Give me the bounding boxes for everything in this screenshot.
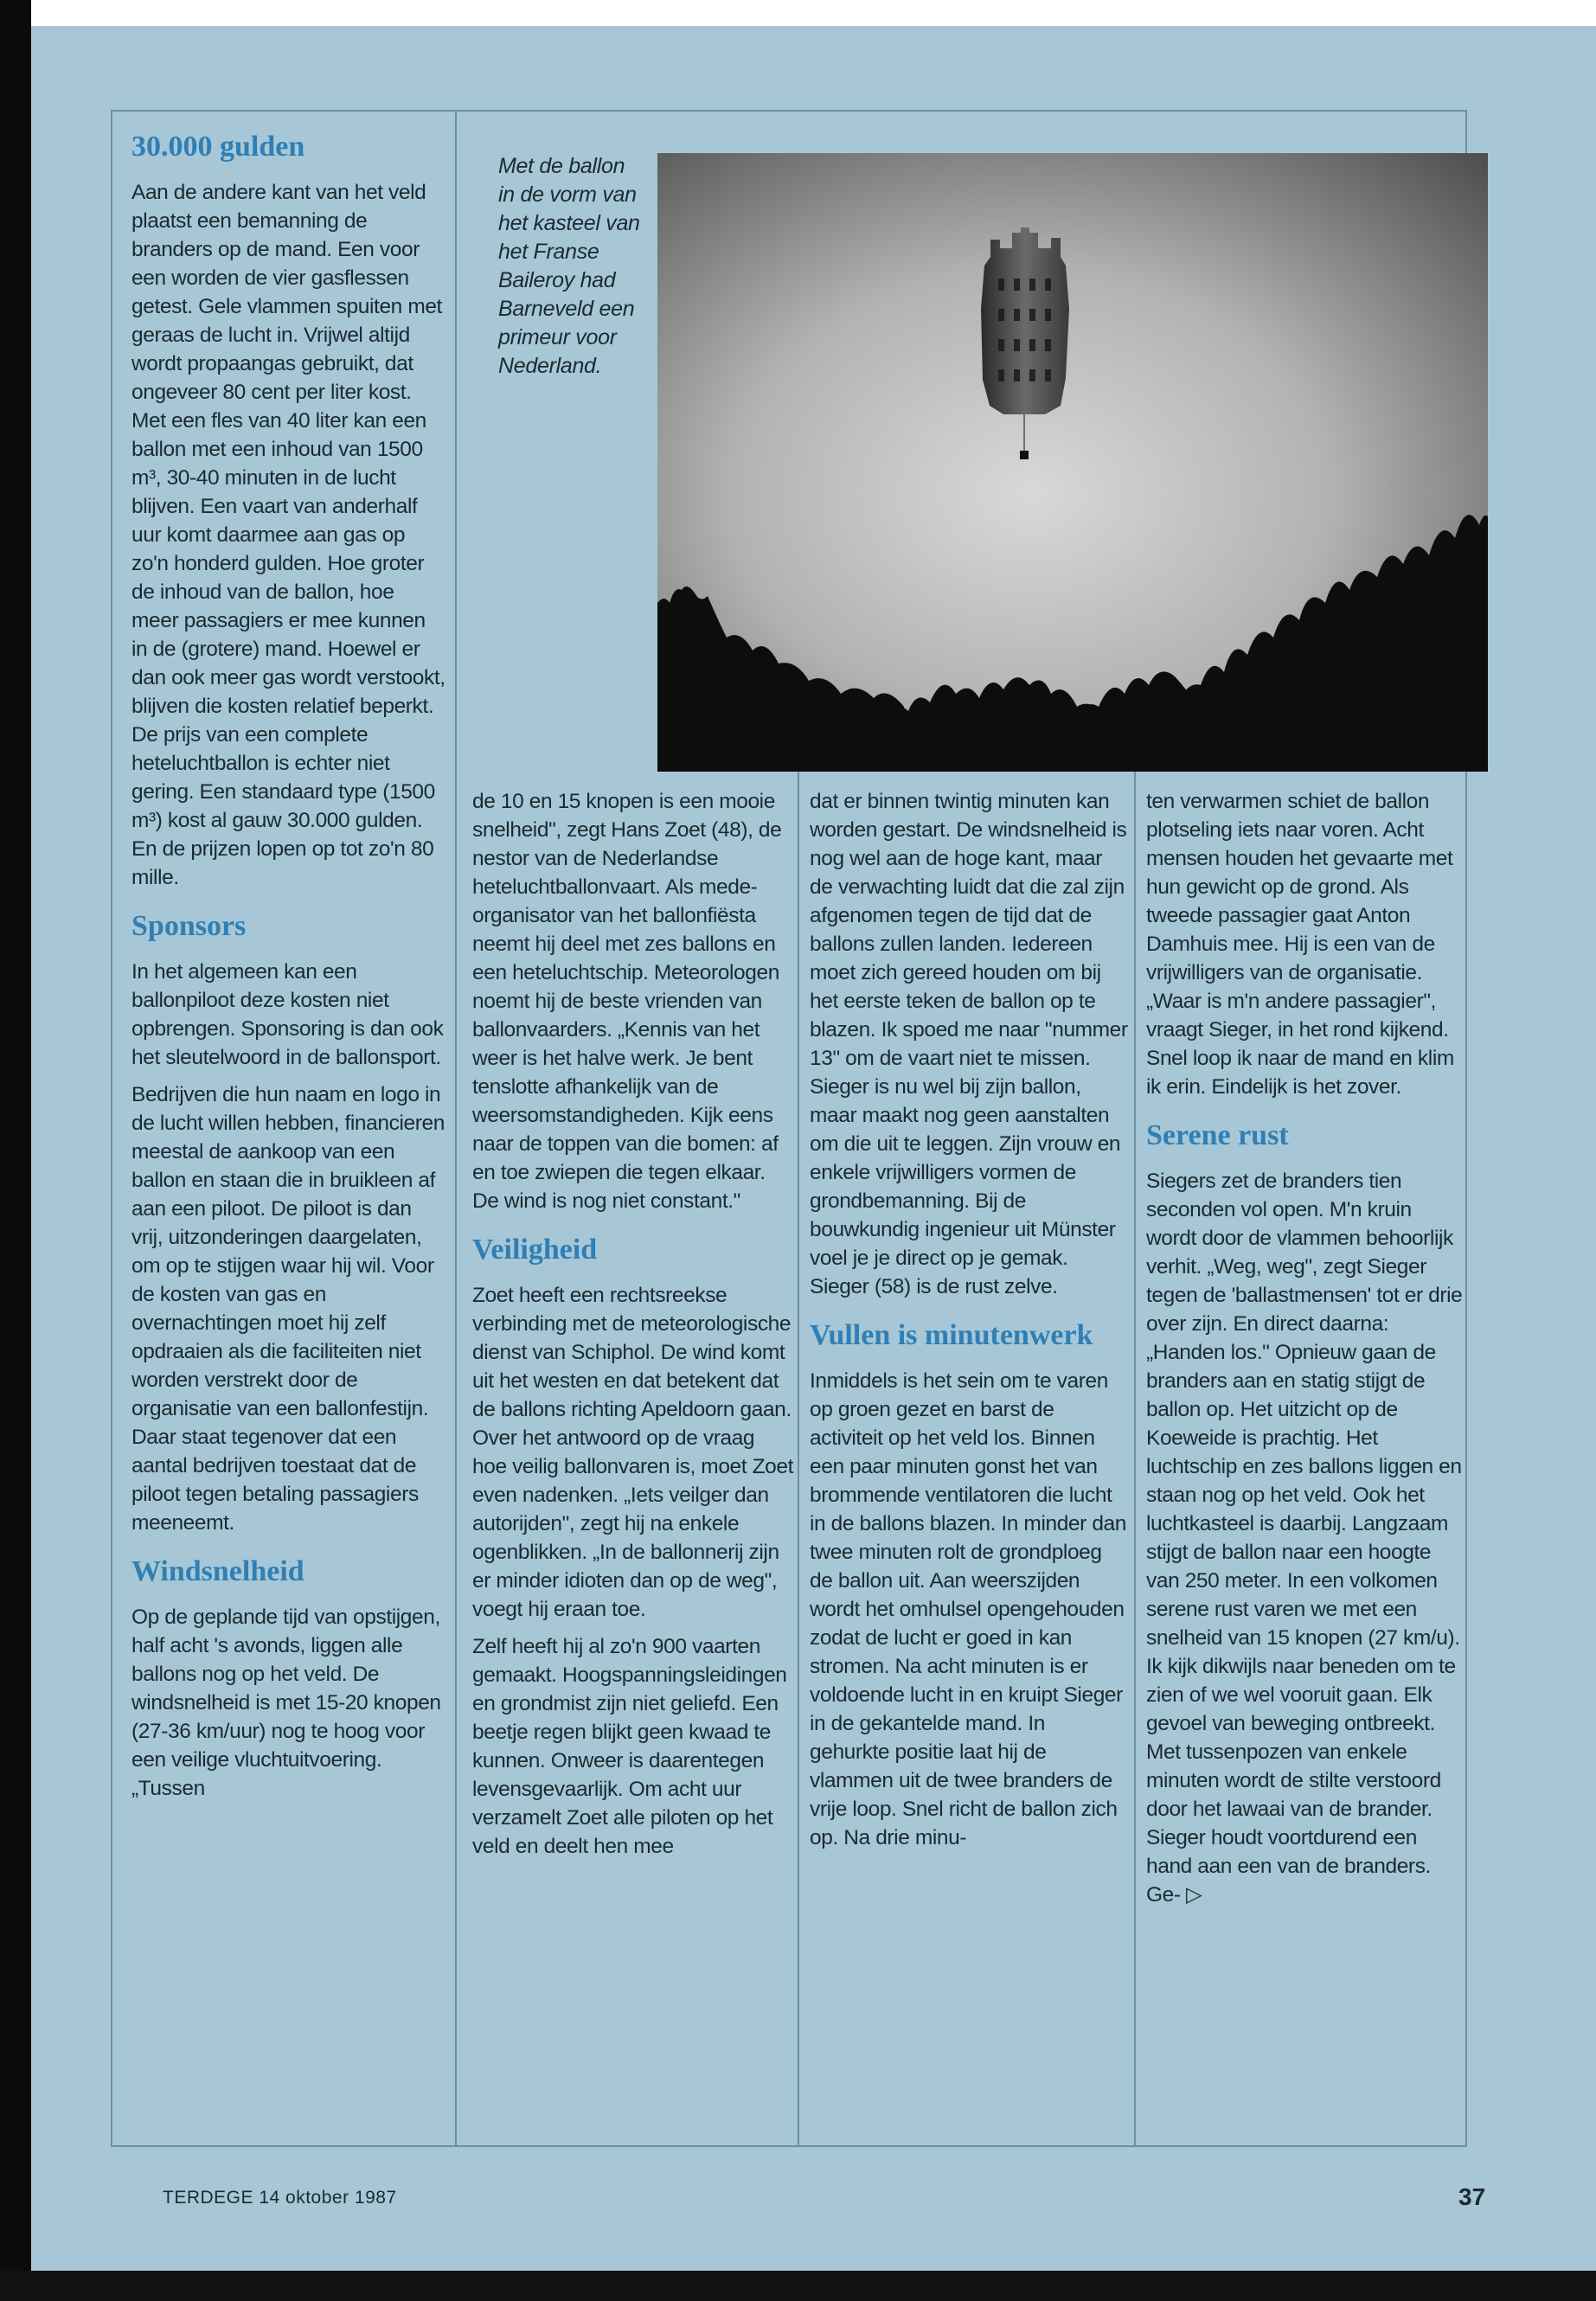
heading-sponsors: Sponsors <box>131 910 247 942</box>
column-3 <box>810 787 1130 1852</box>
col1-paragraph-3: Bedrijven die hun naam en logo in de lucht willen hebben, financieren meestal de aankoop van een ballon en staan die in bruikleen af aan een piloot. De piloot is dan vrij, uitzonderingen daargelaten, om op te stijgen waar hij wil. Voor de kosten van gas en overnachtingen moet hij zelf opdraaien als die faciliteiten niet worden verstrekt door de organisatie van een ballonfestijn. Daar staat tegenover dat een aantal bedrijven toestaat dat de piloot tegen betaling passagiers meeneemt. <box>131 1083 445 1535</box>
column-rule-1 <box>455 110 457 2147</box>
col2-paragraph-2: Zoet heeft een rechtsreekse verbinding met de meteorologische dienst van Schiphol. De wind komt uit het westen en dat betekent dat de ballons richting Apeldoorn gaan. Over het antwoord op de vraag hoe veilig ballonvaren is, moet Zoet even nadenken. „Iets veilger dan autorijden", zegt hij na enkele ogenblikken. „In de ballonnerij zijn er minder idioten dan op de weg", voegt hij eraan toe. <box>472 1284 794 1621</box>
heading-veiligheid: Veiligheid <box>472 1234 598 1266</box>
col3-paragraph-2: Inmiddels is het sein om te varen op groen gezet en barst de activiteit op het veld los. Binnen een paar minuten gonst het van brommende ventilatoren die lucht in de ballons blazen. In minder dan twee minuten rolt de grondploeg de ballon uit. Aan weerszijden wordt het omhulsel opengehouden zodat de lucht er goed in kan stromen. Na acht minuten is er voldoende lucht in en kruipt Sieger in de gekantelde mand. In gehurkte positie laat hij de vlammen uit de twee branders de vrije loop. Snel richt de ballon zich op. Na drie minu- <box>810 1369 1127 1849</box>
column-2 <box>472 787 794 1861</box>
magazine-page <box>31 26 1596 2271</box>
col1-paragraph-1: Aan de andere kant van het veld plaatst een bemanning de branders op de mand. Een voor een worden de vier gasflessen getest. Gele vlammen spuiten met geraas de lucht in. Vrijwel altijd wordt propaangas gebruikt, dat ongeveer 80 cent per liter kost. Met een fles van 40 liter kan een ballon met een inhoud van 1500 m³, 30-40 minuten in de lucht blijven. Een vaart van anderhalf uur komt daarmee aan gas op zo'n honderd gulden. Hoe groter de inhoud van de ballon, hoe meer passagiers er mee kunnen in de (grotere) mand. Hoewel er dan ook meer gas wordt verstookt, blijven die kosten relatief beperkt. De prijs van een complete heteluchtballon is echter niet gering. Een standaard type (1500 m³) kost al gauw 30.000 gulden. En de prijzen lopen op tot zo'n 80 mille. <box>131 181 445 889</box>
heading-windsnelheid: Windsnelheid <box>131 1555 304 1587</box>
scan-edge-top <box>0 0 1596 26</box>
heading-serene-rust: Serene rust <box>1146 1119 1289 1151</box>
column-rule-3 <box>1134 772 1136 2147</box>
col2-paragraph-1: de 10 en 15 knopen is een mooie snelheid", zegt Hans Zoet (48), de nestor van de Nederlandse heteluchtballonvaart. Als mede-organisator van het ballonfiësta neemt hij deel met zes ballons en een heteluchtschip. Meteorologen noemt hij de beste vrienden van ballonvaarders. „Kennis van het weer is het halve werk. Je bent tenslotte afhankelijk van de weersomstandigheden. Kijk eens naar de toppen van die bomen: af en toe zwiepen die tegen elkaar. De wind is nog niet constant." <box>472 790 782 1213</box>
col3-paragraph-1: dat er binnen twintig minuten kan worden gestart. De windsnelheid is nog wel aan de hoge kant, maar de verwachting luidt dat die zal zijn afgenomen tegen de tijd dat de ballons zullen landen. Iedereen moet zich gereed houden om bij het eerste teken de ballon op te blazen. Ik spoed me naar "nummer 13" om de vaart niet te missen. Sieger is nu wel bij zijn ballon, maar maakt nog geen aanstalten om die uit te leggen. Zijn vrouw en enkele vrijwilligers vormen de grondbemanning. Bij de bouwkundig ingenieur uit Münster voel je je direct op je gemak. Sieger (58) is de rust zelve. <box>810 790 1128 1298</box>
scan-edge-bottom <box>0 2271 1596 2301</box>
column-1 <box>131 130 446 1803</box>
balloon-castle-photo <box>657 153 1488 772</box>
publication-line: TERDEGE 14 oktober 1987 <box>163 2188 397 2208</box>
col1-paragraph-4: Op de geplande tijd van opstijgen, half acht 's avonds, liggen alle ballons nog op het veld. De windsnelheid is met 15-20 knopen (27-36 km/uur) nog te hoog voor een veilige vluchtuitvoering. „Tussen <box>131 1606 441 1800</box>
photo-caption: Met de ballon in de vorm van het kasteel van het Franse Baileroy had Barneveld een primeur voor Nederland. <box>498 154 640 378</box>
col2-paragraph-3: Zelf heeft hij al zo'n 900 vaarten gemaakt. Hoogspanningsleidingen en grondmist zijn niet geliefd. Een beetje regen blijkt geen kwaad te kunnen. Onweer is daarentegen levensgevaarlijk. Om acht uur verzamelt Zoet alle piloten op het veld en deelt hen mee <box>472 1635 787 1858</box>
scan-edge-left <box>0 0 31 2301</box>
heading-vullen-is-minutenwerk: Vullen is minutenwerk <box>810 1319 1093 1351</box>
col4-paragraph-2: Siegers zet de branders tien seconden vol open. M'n kruin wordt door de vlammen behoorlijk verhit. „Weg, weg", zegt Sieger tegen de 'ballastmensen' tot er drie over zijn. En direct daarna: „Handen los." Opnieuw gaan de branders aan en statig stijgt de ballon op. Het uitzicht op de Koeweide is prachtig. Het luchtschip en zes ballons liggen en staan nog op het veld. Ook het luchtkasteel is daarbij. Langzaam stijgt de ballon naar een hoogte van 250 meter. In een volkomen serene rust varen we met een snelheid van 15 knopen (27 km/u). Ik kijk dikwijls naar beneden om te zien of we wel vooruit gaan. Elk gevoel van beweging ontbreekt. Met tussenpozen van enkele minuten wordt de stilte verstoord door het lawaai van de brander. Sieger houdt voortdurend een hand aan een van de branders. Ge- ▷ <box>1146 1170 1463 1907</box>
heading-30000-gulden: 30.000 gulden <box>131 131 305 163</box>
col4-paragraph-1: ten verwarmen schiet de ballon plotseling iets naar voren. Acht mensen houden het gevaarte met hun gewicht op de grond. Als tweede passagier gaat Anton Damhuis mee. Hij is een van de vrijwilligers van de organisatie. „Waar is m'n andere passagier", vraagt Sieger, in het rond kijkend. Snel loop ik naar de mand en klim ik erin. Eindelijk is het zover. <box>1146 790 1454 1099</box>
page-number: 37 <box>1458 2183 1486 2210</box>
col1-paragraph-2: In het algemeen kan een ballonpiloot deze kosten niet opbrengen. Sponsoring is dan ook het sleutelwoord in de ballonsport. <box>131 960 444 1069</box>
column-4 <box>1146 787 1466 1909</box>
column-rule-2 <box>798 772 799 2147</box>
